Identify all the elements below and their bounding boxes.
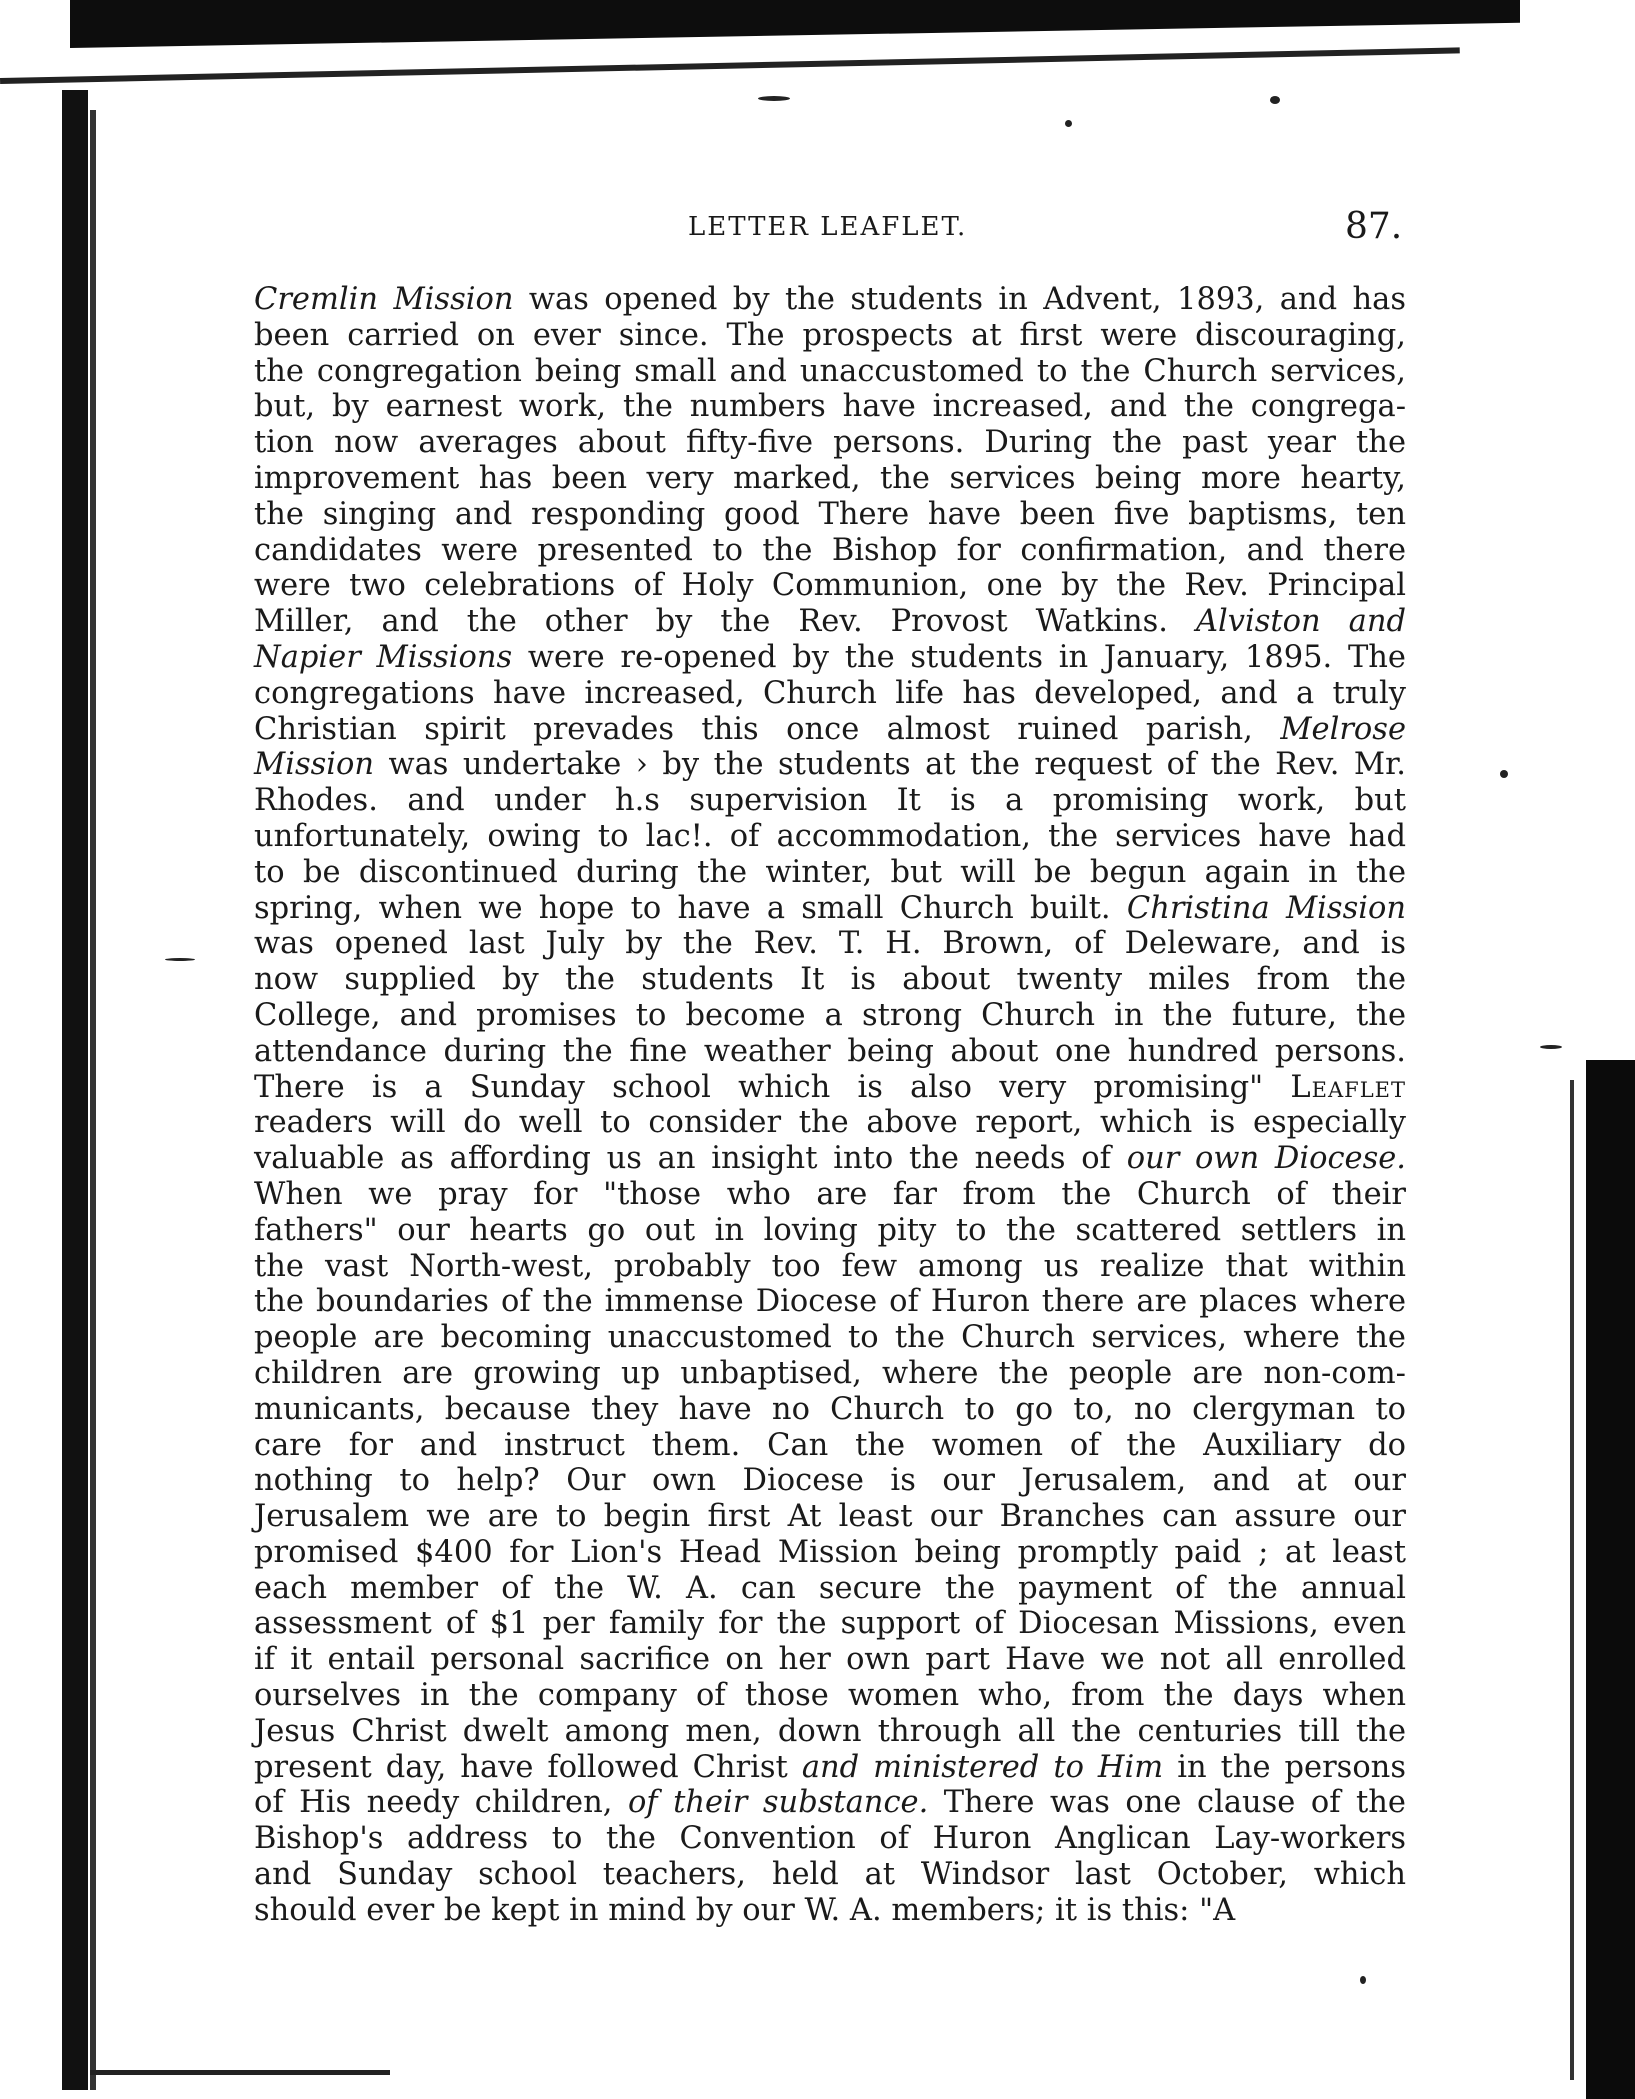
text-run: but, by earnest work, the numbers have increased, and the congrega- [254, 389, 1406, 425]
text-line [254, 1893, 1406, 1929]
text-line [254, 1105, 1406, 1141]
scan-border-top-rule [0, 47, 1460, 84]
text-run: When we pray for "those who are far from the Church of their [254, 1176, 1406, 1212]
text-line [254, 1034, 1406, 1070]
text-line [254, 1428, 1406, 1464]
scan-border-right-rule [1570, 1080, 1574, 2080]
text-run: candidates were presented to the Bishop for confirmation, and there [254, 532, 1406, 568]
text-run: spring, when we hope to have a small Church built. [254, 890, 1127, 926]
italic-text: Mission [254, 747, 375, 783]
text-run: should ever be kept in mind by our W. A. members; it is this: "A [254, 1892, 1236, 1928]
text-run: people are becoming unaccustomed to the Church services, where the [254, 1320, 1406, 1356]
text-line [254, 1750, 1406, 1786]
text-line [254, 1249, 1406, 1285]
text-line [254, 604, 1406, 640]
text-line [254, 1320, 1406, 1356]
scan-border-bottom [90, 2070, 390, 2075]
text-run: the congregation being small and unaccustomed to the Church services, [254, 353, 1406, 389]
text-run: improvement has been very marked, the services being more hearty, [254, 460, 1406, 496]
text-run: Jesus Christ dwelt among men, down through all the centuries till the [254, 1713, 1406, 1749]
text-run: been carried on ever since. The prospects at first were discouraging, [254, 317, 1406, 353]
text-run: to be discontinued during the winter, but will be begun again in the [254, 854, 1406, 890]
text-run: Rhodes. and under h.s supervision It is a promising work, but [254, 783, 1406, 819]
text-run: nothing to help? Our own Diocese is our Jerusalem, and at our [254, 1463, 1406, 1499]
text-run: now supplied by the students It is about twenty miles from the [254, 962, 1406, 998]
text-run: attendance during the fine weather being about one hundred persons. [254, 1033, 1406, 1069]
text-line [254, 1463, 1406, 1499]
italic-text: and ministered to Him [801, 1749, 1164, 1785]
italic-text: our own Diocese. [1126, 1141, 1406, 1177]
text-run: Jerusalem we are to begin first At least our Branches can assure our [254, 1499, 1406, 1535]
text-line [254, 1392, 1406, 1428]
text-run: present day, have followed Christ [254, 1749, 802, 1785]
text-run: the boundaries of the immense Diocese of Huron there are places where [254, 1284, 1406, 1320]
text-run: children are growing up unbaptised, where the people are non-com- [254, 1355, 1406, 1391]
text-run: College, and promises to become a strong Church in the future, the [254, 997, 1406, 1033]
text-run: Miller, and the other by the Rev. Provost Watkins. [254, 604, 1196, 640]
text-run: municants, because they have no Church to go to, no clergyman to [254, 1391, 1406, 1427]
text-line [254, 819, 1406, 855]
text-line [254, 1678, 1406, 1714]
text-run: was opened last July by the Rev. T. H. Brown, of Deleware, and is [254, 926, 1406, 962]
text-line [254, 1535, 1406, 1571]
text-run: readers will do well to consider the above report, which is especially [254, 1105, 1406, 1141]
scan-border-top [70, 0, 1520, 48]
text-line [254, 676, 1406, 712]
body-text [254, 282, 1406, 1929]
text-line [254, 1571, 1406, 1607]
text-line [254, 747, 1406, 783]
scan-speck [1540, 1045, 1562, 1049]
italic-text: Napier Missions [254, 639, 513, 675]
text-run: were two celebrations of Holy Communion, one by the Rev. Principal [254, 568, 1406, 604]
text-line [254, 1070, 1406, 1106]
text-line [254, 1606, 1406, 1642]
text-line [254, 425, 1406, 461]
scan-border-left [62, 90, 88, 2090]
text-run: of His needy children, [254, 1785, 628, 1821]
scan-speck [1360, 1976, 1366, 1984]
text-run: tion now averages about fifty-five persons. During the past year the [254, 425, 1406, 461]
text-line [254, 1499, 1406, 1535]
text-line [254, 998, 1406, 1034]
scan-border-left-rule [90, 110, 96, 2090]
text-line [254, 1821, 1406, 1857]
text-line [254, 1857, 1406, 1893]
text-line [254, 1714, 1406, 1750]
page-number: 87. [1345, 206, 1403, 247]
scan-speck [1270, 96, 1280, 104]
text-line [254, 712, 1406, 748]
text-line [254, 1141, 1406, 1177]
text-line [254, 1356, 1406, 1392]
small-caps-text: Leaflet [1290, 1069, 1406, 1105]
text-line [254, 855, 1406, 891]
scan-speck [758, 96, 790, 101]
text-line [254, 1642, 1406, 1678]
running-title: LETTER LEAFLET. [688, 212, 968, 242]
text-run: and Sunday school teachers, held at Windsor last October, which [254, 1857, 1406, 1893]
text-run: each member of the W. A. can secure the payment of the annual [254, 1570, 1406, 1606]
text-line [254, 1785, 1406, 1821]
text-line [254, 389, 1406, 425]
text-line [254, 962, 1406, 998]
text-line [254, 461, 1406, 497]
text-run: ourselves in the company of those women who, from the days when [254, 1678, 1406, 1714]
text-run: in the persons [1163, 1749, 1406, 1785]
text-line [254, 640, 1406, 676]
text-run: were re-opened by the students in January, 1895. The [512, 639, 1406, 675]
text-run: There was one clause of the [928, 1785, 1406, 1821]
text-line [254, 1284, 1406, 1320]
scan-border-right [1586, 1060, 1635, 2099]
scan-speck [1065, 120, 1072, 127]
scan-speck [165, 958, 195, 961]
text-run: was undertake › by the students at the request of the Rev. Mr. [374, 747, 1406, 783]
italic-text: Melrose [1280, 711, 1406, 747]
scan-speck [1500, 770, 1508, 778]
text-line [254, 1177, 1406, 1213]
text-run: the singing and responding good There have been five baptisms, ten [254, 496, 1406, 532]
text-run: the vast North-west, probably too few among us realize that within [254, 1248, 1406, 1284]
italic-text: Christina Mission [1126, 890, 1406, 926]
text-line [254, 891, 1406, 927]
text-run: unfortunately, owing to lac!. of accommodation, the services have had [254, 818, 1406, 854]
text-line [254, 568, 1406, 604]
text-line [254, 318, 1406, 354]
italic-text: Alviston and [1195, 604, 1406, 640]
text-run: if it entail personal sacrifice on her own part Have we not all enrolled [254, 1642, 1406, 1678]
text-line [254, 497, 1406, 533]
text-run: There is a Sunday school which is also very promising" [254, 1069, 1291, 1105]
text-line [254, 282, 1406, 318]
text-run: congregations have increased, Church life has developed, and a truly [254, 675, 1406, 711]
text-run: Christian spirit prevades this once almost ruined parish, [254, 711, 1281, 747]
text-run: fathers" our hearts go out in loving pity to the scattered settlers in [254, 1212, 1406, 1248]
text-run: Bishop's address to the Convention of Huron Anglican Lay-workers [254, 1821, 1406, 1857]
text-line [254, 354, 1406, 390]
italic-text: of their substance. [627, 1785, 929, 1821]
running-head [0, 206, 1635, 252]
text-run: valuable as affording us an insight into the needs of [254, 1141, 1127, 1177]
text-run: was opened by the students in Advent, 1893, and has [513, 282, 1406, 317]
text-line [254, 533, 1406, 569]
text-run: care for and instruct them. Can the women of the Auxiliary do [254, 1427, 1406, 1463]
text-line [254, 1213, 1406, 1249]
text-line [254, 926, 1406, 962]
italic-text: Cremlin Mission [254, 282, 514, 317]
text-line [254, 783, 1406, 819]
text-run: promised $400 for Lion's Head Mission being promptly paid ; at least [254, 1534, 1406, 1570]
text-run: assessment of $1 per family for the support of Diocesan Missions, even [254, 1606, 1406, 1642]
